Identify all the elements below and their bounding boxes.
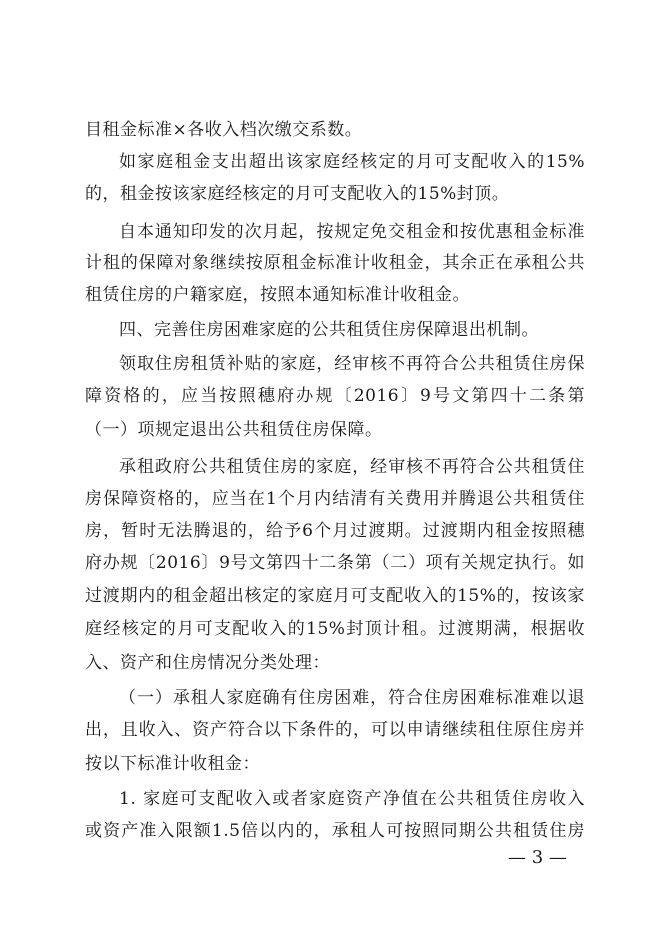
text-line: 出，且收入、资产符合以下条件的，可以申请继续租住原住房并 <box>85 720 585 740</box>
text-line: 按以下标准计收租金： <box>85 754 260 774</box>
text-line: 承租政府公共租赁住房的家庭，经审核不再符合公共租赁住 <box>119 457 585 477</box>
text-line: （一）项规定退出公共租赁住房保障。 <box>85 420 383 440</box>
text-line: 1. 家庭可支配收入或者家庭资产净值在公共租赁住房收入 <box>119 789 585 809</box>
text-line: 租赁住房的户籍家庭，按照本通知标准计收租金。 <box>85 285 470 305</box>
text-line: 府办规〔2016〕9号文第四十二条第（二）项有关规定执行。如 <box>85 553 585 573</box>
text-line: 障资格的，应当按照穗府办规〔2016〕9号文第四十二条第 <box>85 386 585 406</box>
section-heading: 四、完善住房困难家庭的公共租赁住房保障退出机制。 <box>119 320 539 340</box>
text-line: 的，租金按该家庭经核定的月可支配收入的15%封顶。 <box>85 184 510 204</box>
text-line: （一）承租人家庭确有住房困难，符合住房困难标准难以退 <box>119 688 585 708</box>
text-line: 过渡期内的租金超出核定的家庭月可支配收入的15%的，按该家 <box>85 586 585 606</box>
text-line: 或资产准入限额1.5倍以内的，承租人可按照同期公共租赁住房 <box>85 821 585 841</box>
text-line: 房保障资格的，应当在1个月内结清有关费用并腾退公共租赁住 <box>85 489 585 509</box>
text-line: 入、资产和住房情况分类处理： <box>85 653 330 673</box>
text-line: 目租金标准×各收入档次缴交系数。 <box>85 120 363 140</box>
text-line: 庭经核定的月可支配收入的15%封顶计租。过渡期满，根据收 <box>85 619 585 639</box>
page-number: — 3 — <box>508 847 567 868</box>
text-line: 如家庭租金支出超出该家庭经核定的月可支配收入的15% <box>119 152 585 172</box>
text-line: 自本通知印发的次月起，按规定免交租金和按优惠租金标准 <box>119 222 585 242</box>
text-line: 计租的保障对象继续按原租金标准计收租金，其余正在承租公共 <box>85 253 585 273</box>
text-line: 房，暂时无法腾退的，给予6个月过渡期。过渡期内租金按照穗 <box>85 521 585 541</box>
text-line: 领取住房租赁补贴的家庭，经审核不再符合公共租赁住房保 <box>119 354 585 374</box>
